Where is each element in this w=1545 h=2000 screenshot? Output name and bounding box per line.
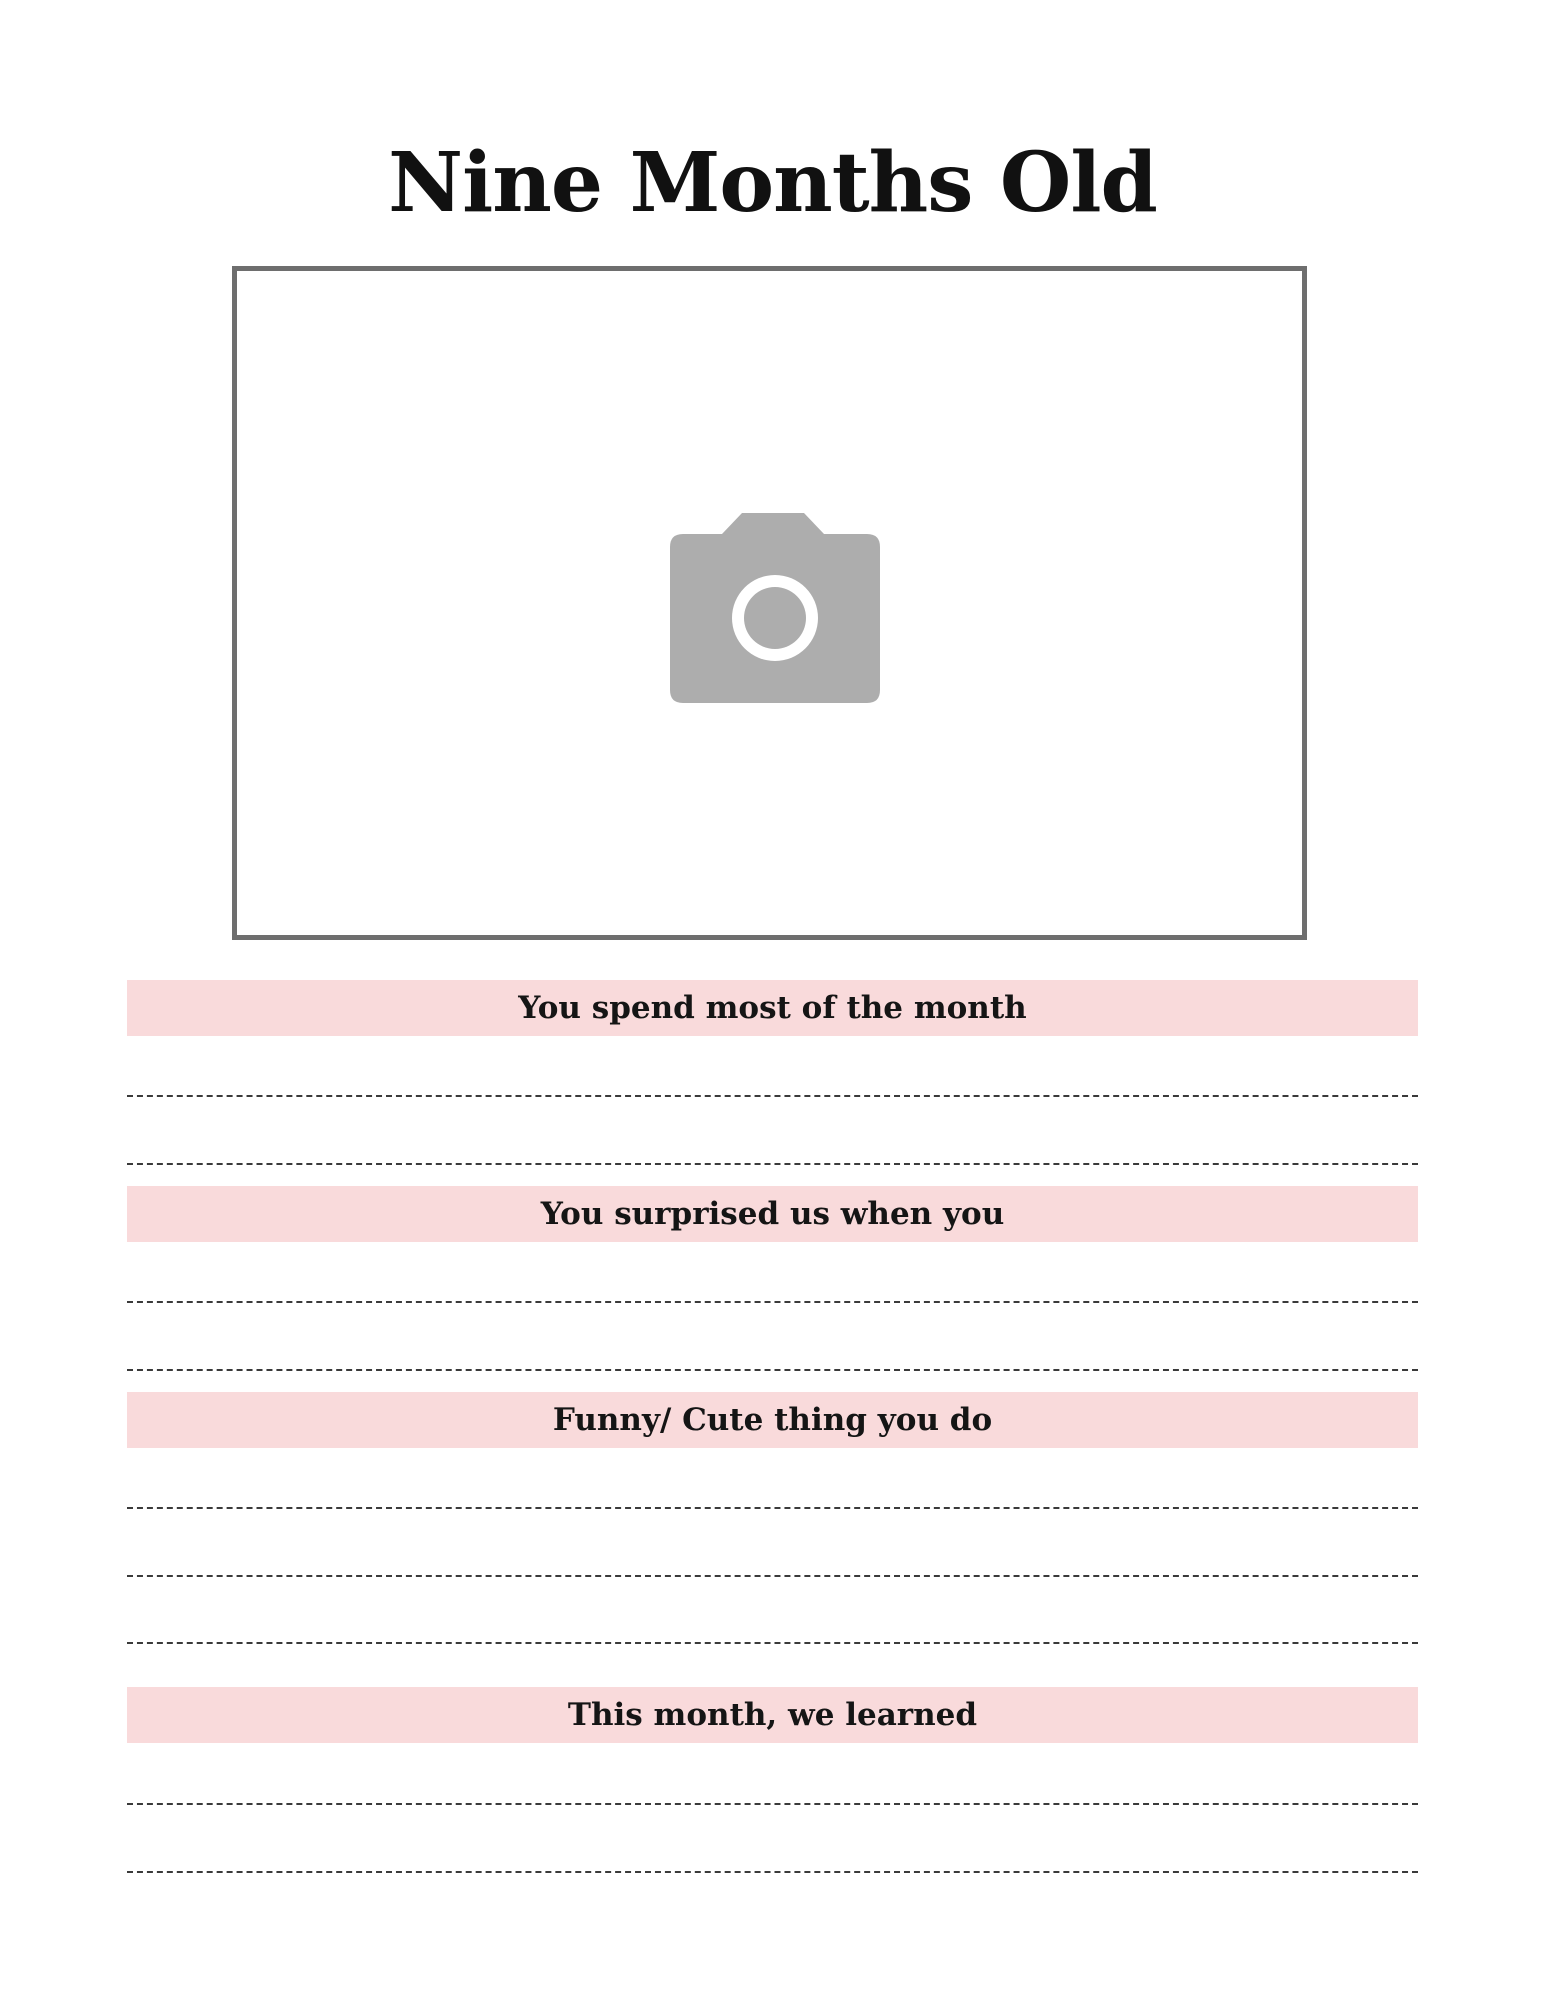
writing-line[interactable] [127, 1095, 1418, 1097]
writing-line[interactable] [127, 1369, 1418, 1371]
writing-line[interactable] [127, 1803, 1418, 1805]
photo-placeholder-frame[interactable] [232, 266, 1307, 940]
writing-line[interactable] [127, 1301, 1418, 1303]
section-header-funny-cute: Funny/ Cute thing you do [127, 1392, 1418, 1448]
writing-line[interactable] [127, 1871, 1418, 1873]
writing-line[interactable] [127, 1507, 1418, 1509]
writing-line[interactable] [127, 1575, 1418, 1577]
writing-line[interactable] [127, 1163, 1418, 1165]
page-title: Nine Months Old [388, 135, 1157, 231]
section-header-spend-month: You spend most of the month [127, 980, 1418, 1036]
section-header-we-learned: This month, we learned [127, 1687, 1418, 1743]
section-header-surprised-us: You surprised us when you [127, 1186, 1418, 1242]
writing-line[interactable] [127, 1642, 1418, 1644]
camera-icon [670, 513, 880, 703]
